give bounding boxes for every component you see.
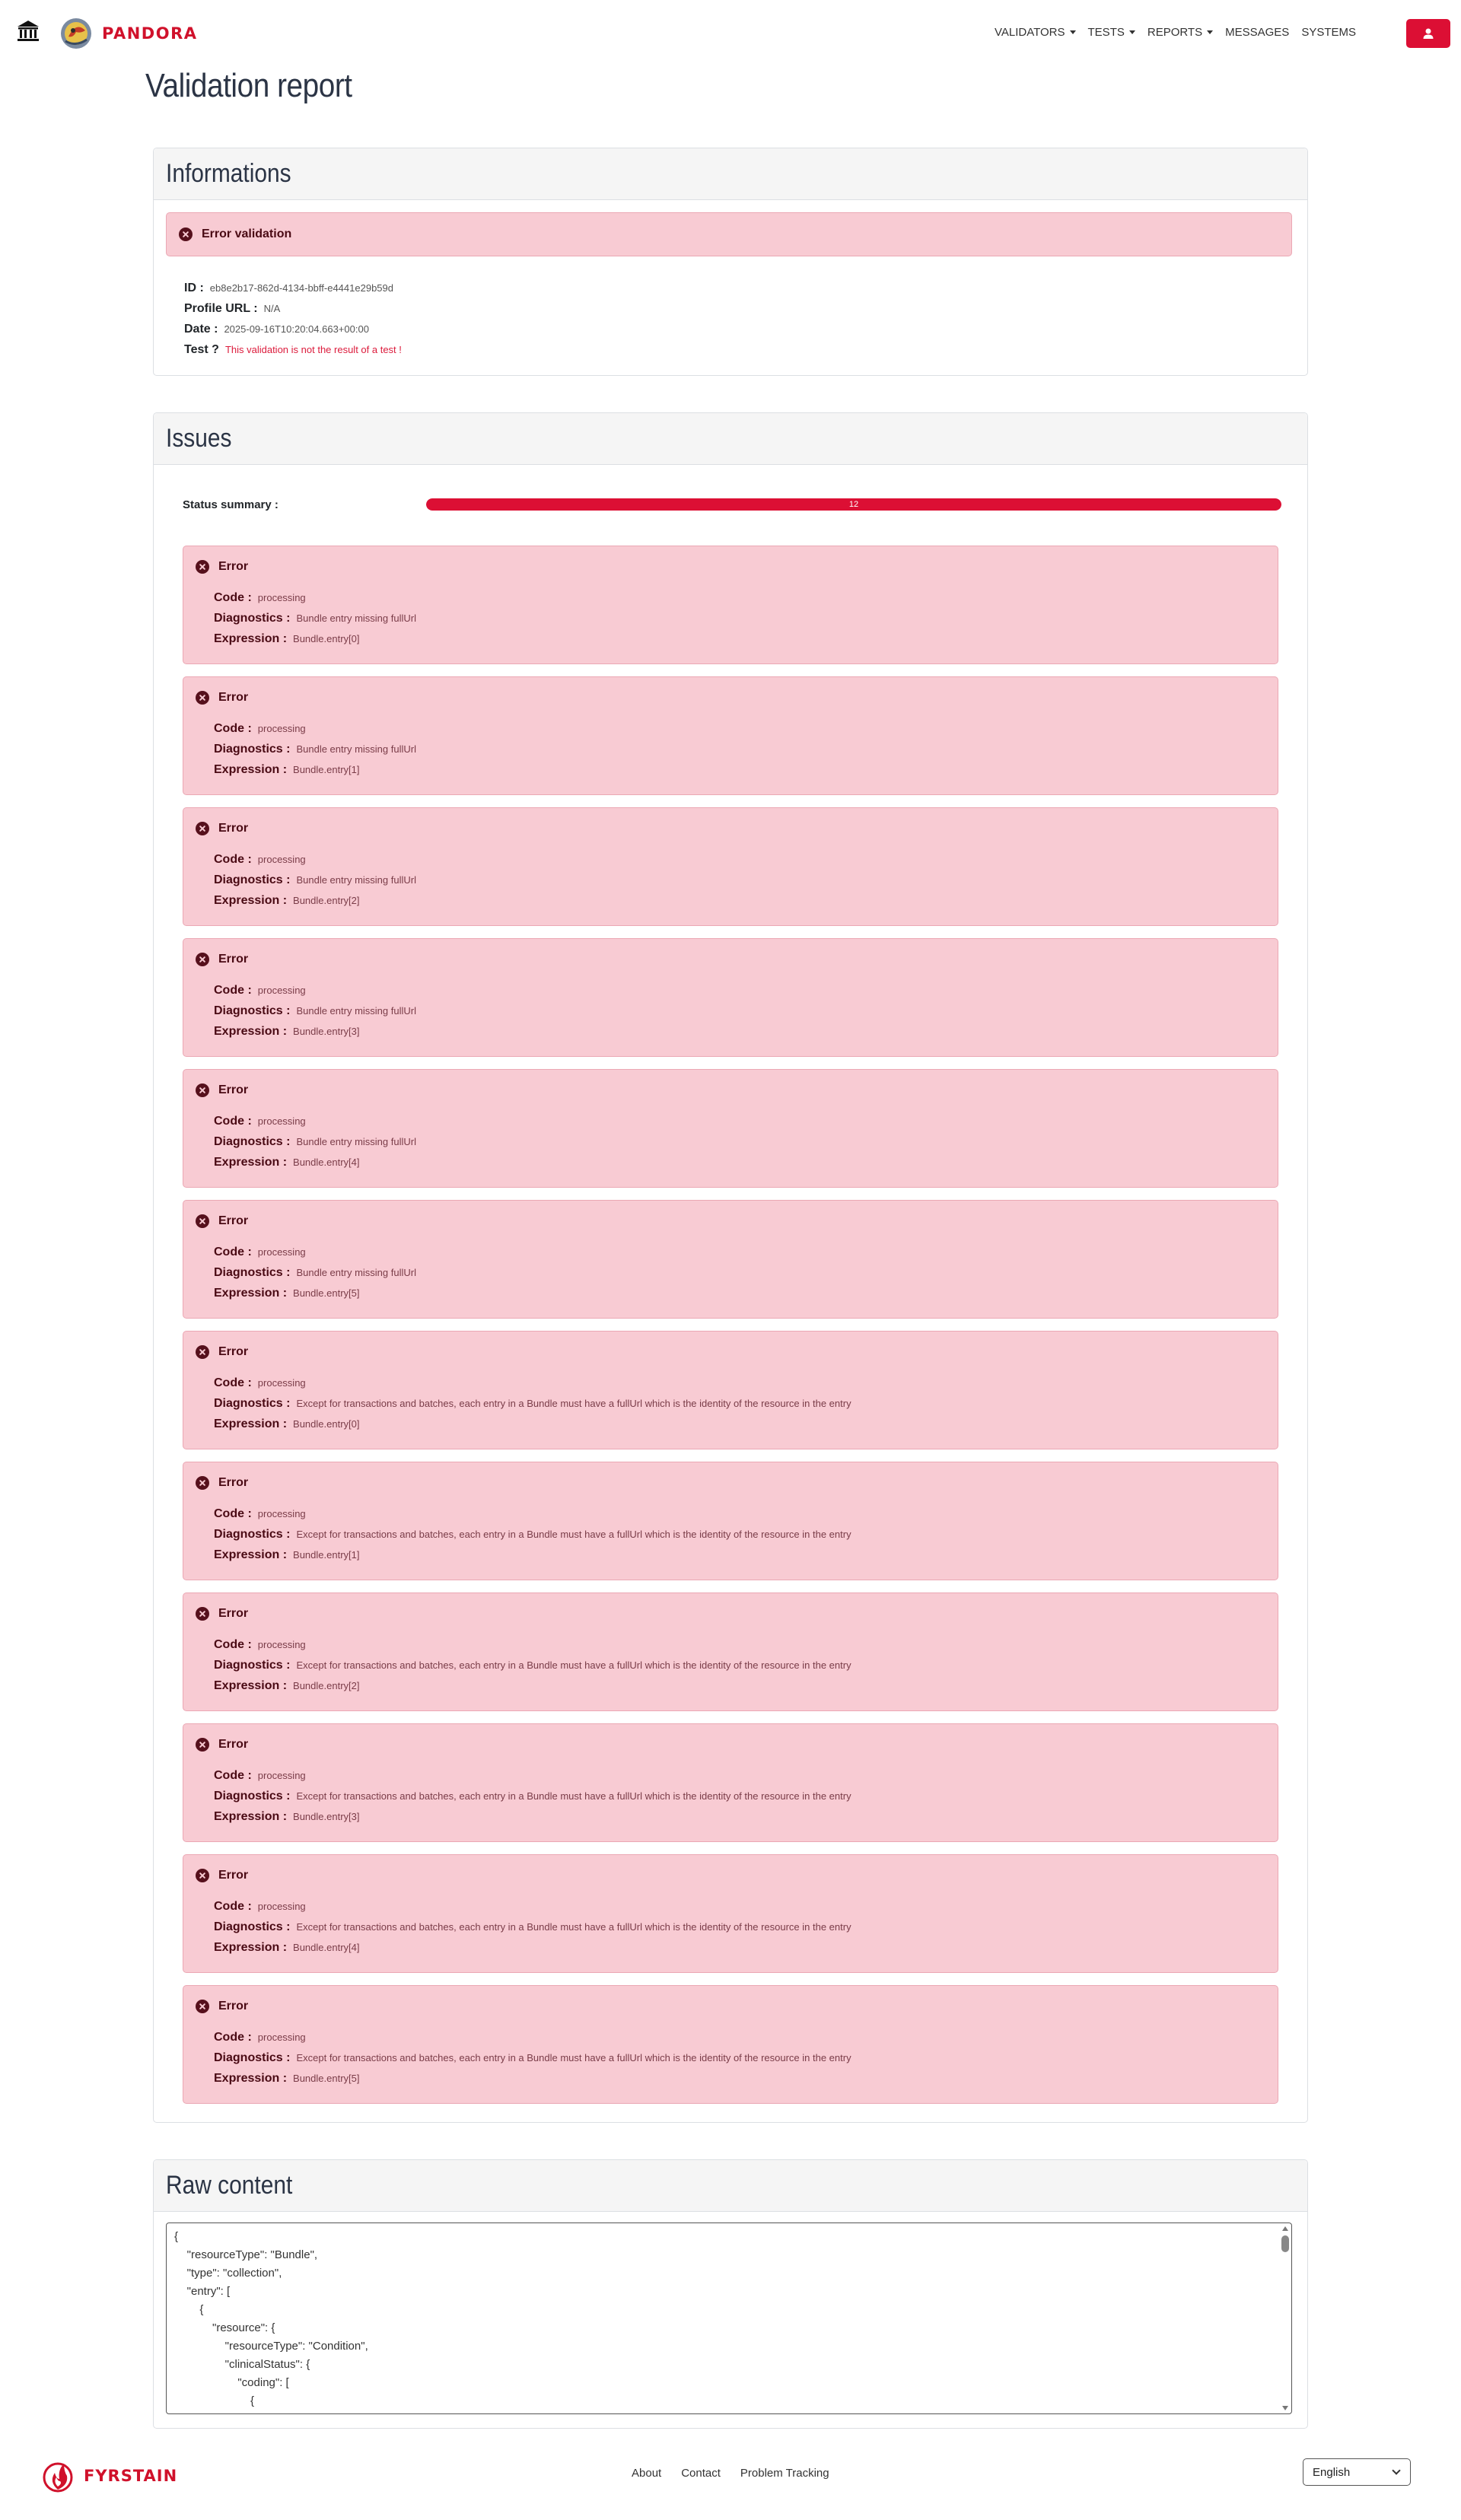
issue-diagnostics-row <box>214 739 416 759</box>
issue-code-row <box>214 1896 851 1917</box>
expression-value: Bundle.entry[3] <box>293 1811 360 1822</box>
nav-tests[interactable] <box>1082 26 1141 39</box>
diagnostics-value: Bundle entry missing fullUrl <box>296 743 416 755</box>
diagnostics-value: Except for transactions and batches, each entry in a Bundle must have a fullUrl which is the identity of the resource in the entry <box>296 1921 851 1933</box>
user-menu-button[interactable] <box>1406 19 1450 48</box>
issue-header <box>196 1869 248 1882</box>
code-value: processing <box>257 1115 306 1127</box>
diagnostics-value: Bundle entry missing fullUrl <box>296 1136 416 1147</box>
issues-card <box>153 412 1308 2123</box>
issue-diagnostics-row <box>214 1786 851 1806</box>
raw-content-header <box>154 2160 1307 2212</box>
issue-details <box>214 1765 851 1827</box>
footer-link-contact[interactable]: Contact <box>681 2467 721 2480</box>
footer-links <box>632 2467 829 2480</box>
issue-card <box>183 676 1278 795</box>
issue-header <box>196 2000 248 2013</box>
error-circle-icon <box>196 1607 209 1621</box>
issue-header <box>196 1476 248 1490</box>
issue-header <box>196 822 248 835</box>
diagnostics-value: Bundle entry missing fullUrl <box>296 612 416 624</box>
expression-value: Bundle.entry[1] <box>293 1549 360 1561</box>
issue-card <box>183 1200 1278 1319</box>
status-summary <box>183 497 1278 515</box>
code-value: processing <box>257 1639 306 1650</box>
main-menu <box>988 26 1362 39</box>
code-label: Code : <box>214 721 252 735</box>
status-progress-fill <box>426 498 1281 511</box>
diagnostics-label: Diagnostics : <box>214 1396 291 1410</box>
test-value: This validation is not the result of a test ! <box>224 344 402 355</box>
chevron-down-icon <box>1392 2466 1400 2474</box>
caret-down-icon <box>1129 30 1135 34</box>
issue-severity: Error <box>218 1083 249 1096</box>
expression-value: Bundle.entry[0] <box>293 1418 360 1430</box>
issue-card <box>183 807 1278 926</box>
issue-code-row <box>214 2027 851 2048</box>
diagnostics-value: Except for transactions and batches, each entry in a Bundle must have a fullUrl which is the identity of the resource in the entry <box>296 1529 851 1540</box>
error-circle-icon <box>196 2000 209 2013</box>
error-circle-icon <box>196 1345 209 1359</box>
info-date-row <box>184 319 402 339</box>
informations-title: Informations <box>166 159 291 188</box>
diagnostics-label: Diagnostics : <box>214 2051 291 2064</box>
issue-code-row <box>214 849 416 870</box>
expression-label: Expression : <box>214 1678 288 1692</box>
issue-expression-row <box>214 1021 416 1042</box>
issue-severity: Error <box>218 560 249 573</box>
expression-label: Expression : <box>214 1809 288 1823</box>
status-progress-bar <box>426 498 1281 511</box>
diagnostics-value: Bundle entry missing fullUrl <box>296 874 416 886</box>
informations-header <box>154 148 1307 200</box>
issue-expression-row <box>214 1675 851 1696</box>
expression-label: Expression : <box>214 893 288 907</box>
expression-value: Bundle.entry[4] <box>293 1157 360 1168</box>
code-value: processing <box>257 1770 306 1781</box>
raw-content-textarea[interactable] <box>166 2222 1292 2414</box>
error-circle-icon <box>196 822 209 835</box>
issue-expression-row <box>214 1283 416 1303</box>
issue-diagnostics-row <box>214 1001 416 1021</box>
diagnostics-label: Diagnostics : <box>214 1004 291 1017</box>
caret-down-icon <box>1207 30 1213 34</box>
issue-expression-row <box>214 1414 851 1434</box>
issues-header <box>154 413 1307 465</box>
code-label: Code : <box>214 2030 252 2044</box>
diagnostics-value: Bundle entry missing fullUrl <box>296 1267 416 1278</box>
issue-severity: Error <box>218 1476 249 1489</box>
issue-header <box>196 1607 248 1621</box>
expression-label: Expression : <box>214 1940 288 1954</box>
navbar <box>0 0 1461 67</box>
expression-value: Bundle.entry[5] <box>293 2073 360 2084</box>
scroll-down-arrow-icon[interactable] <box>1282 2406 1288 2410</box>
language-selected-value: English <box>1313 2465 1351 2479</box>
expression-value: Bundle.entry[5] <box>293 1287 360 1299</box>
raw-content-line: "resourceType": "Bundle", <box>174 2248 318 2261</box>
error-validation-alert <box>166 212 1292 256</box>
code-value: processing <box>257 985 306 996</box>
issue-card <box>183 1069 1278 1188</box>
issue-card <box>183 1985 1278 2104</box>
issue-diagnostics-row <box>214 1655 851 1675</box>
bank-icon[interactable] <box>15 18 41 44</box>
issue-card <box>183 938 1278 1057</box>
expression-value: Bundle.entry[1] <box>293 764 360 775</box>
code-label: Code : <box>214 1768 252 1782</box>
expression-value: Bundle.entry[2] <box>293 895 360 906</box>
diagnostics-value: Except for transactions and batches, each entry in a Bundle must have a fullUrl which is the identity of the resource in the entry <box>296 2052 851 2063</box>
raw-content-code <box>174 2228 368 2410</box>
issue-details <box>214 1503 851 1565</box>
code-label: Code : <box>214 590 252 604</box>
code-value: processing <box>257 1508 306 1519</box>
issue-expression-row <box>214 1545 851 1565</box>
pandora-logo-icon <box>58 14 97 53</box>
raw-content-line: "resource": { <box>174 2321 275 2334</box>
error-circle-icon <box>196 691 209 705</box>
nav-reports-label: REPORTS <box>1147 26 1203 39</box>
issue-severity: Error <box>218 1607 249 1620</box>
issue-details <box>214 1896 851 1958</box>
issue-diagnostics-row <box>214 1131 416 1152</box>
caret-down-icon <box>1070 30 1076 34</box>
language-select[interactable] <box>1303 2458 1411 2486</box>
expression-label: Expression : <box>214 1155 288 1169</box>
issue-header <box>196 1345 248 1359</box>
issue-code-row <box>214 1634 851 1655</box>
issue-header <box>196 953 248 966</box>
issue-header <box>196 1214 248 1228</box>
expression-value: Bundle.entry[2] <box>293 1680 360 1691</box>
scroll-up-arrow-icon[interactable] <box>1282 2226 1288 2231</box>
info-profile-row <box>184 298 402 319</box>
raw-content-line: "type": "collection", <box>174 2267 282 2280</box>
issue-expression-row <box>214 1152 416 1172</box>
info-id-row <box>184 278 402 298</box>
code-value: processing <box>257 1901 306 1912</box>
issue-severity: Error <box>218 691 249 704</box>
issue-severity: Error <box>218 1345 249 1358</box>
scrollbar[interactable] <box>1281 2225 1290 2412</box>
issue-header <box>196 1083 248 1097</box>
profile-url-label: Profile URL : <box>184 301 258 315</box>
info-test-row <box>184 339 402 360</box>
expression-label: Expression : <box>214 1024 288 1038</box>
page-title: Validation report <box>145 67 352 104</box>
nav-systems-label: SYSTEMS <box>1301 26 1356 39</box>
issue-code-row <box>214 718 416 739</box>
info-details <box>184 278 402 360</box>
diagnostics-label: Diagnostics : <box>214 873 291 886</box>
status-count: 12 <box>848 500 859 509</box>
footer-brand-name: FYRSTAIN <box>84 2467 178 2485</box>
issue-card <box>183 1462 1278 1580</box>
expression-label: Expression : <box>214 1548 288 1561</box>
brand-name: PANDORA <box>102 24 198 43</box>
issue-card <box>183 1331 1278 1449</box>
diagnostics-label: Diagnostics : <box>214 1527 291 1541</box>
expression-label: Expression : <box>214 1417 288 1430</box>
raw-content-line: "coding": [ <box>174 2376 289 2389</box>
nav-tests-label: TESTS <box>1087 26 1125 39</box>
issue-severity: Error <box>218 953 249 966</box>
issue-severity: Error <box>218 2000 249 2013</box>
diagnostics-value: Except for transactions and batches, each entry in a Bundle must have a fullUrl which is the identity of the resource in the entry <box>296 1659 851 1671</box>
error-circle-icon <box>179 228 193 241</box>
error-circle-icon <box>196 1083 209 1097</box>
error-circle-icon <box>196 953 209 966</box>
issue-details <box>214 1111 416 1172</box>
issue-card <box>183 1854 1278 1973</box>
issue-details <box>214 2027 851 2089</box>
code-label: Code : <box>214 852 252 866</box>
code-label: Code : <box>214 983 252 997</box>
issue-severity: Error <box>218 1738 249 1751</box>
error-circle-icon <box>196 560 209 574</box>
issue-severity: Error <box>218 822 249 835</box>
nav-validators[interactable] <box>988 26 1082 39</box>
expression-value: Bundle.entry[0] <box>293 633 360 644</box>
diagnostics-label: Diagnostics : <box>214 1920 291 1933</box>
issue-header <box>196 691 248 705</box>
id-value: eb8e2b17-862d-4134-bbff-e4441e29b59d <box>209 282 393 294</box>
scroll-thumb[interactable] <box>1281 2235 1289 2252</box>
diagnostics-label: Diagnostics : <box>214 1658 291 1672</box>
raw-content-title: Raw content <box>166 2171 293 2200</box>
expression-label: Expression : <box>214 762 288 776</box>
code-value: processing <box>257 1246 306 1258</box>
expression-label: Expression : <box>214 1286 288 1300</box>
issue-expression-row <box>214 1806 851 1827</box>
raw-content-line: "clinicalStatus": { <box>174 2358 310 2371</box>
code-label: Code : <box>214 1245 252 1258</box>
issue-card <box>183 1592 1278 1711</box>
issue-details <box>214 1373 851 1434</box>
diagnostics-label: Diagnostics : <box>214 1789 291 1803</box>
issue-code-row <box>214 1111 416 1131</box>
diagnostics-label: Diagnostics : <box>214 1134 291 1148</box>
footer-logo[interactable] <box>41 2456 177 2496</box>
issue-header <box>196 1738 248 1752</box>
code-value: processing <box>257 1377 306 1389</box>
issue-diagnostics-row <box>214 870 416 890</box>
code-label: Code : <box>214 1899 252 1913</box>
issue-card <box>183 1723 1278 1842</box>
expression-value: Bundle.entry[4] <box>293 1942 360 1953</box>
code-label: Code : <box>214 1376 252 1389</box>
issue-expression-row <box>214 2068 851 2089</box>
error-circle-icon <box>196 1869 209 1882</box>
code-value: processing <box>257 854 306 865</box>
test-label: Test ? <box>184 342 219 356</box>
nav-messages[interactable] <box>1219 26 1295 39</box>
error-circle-icon <box>196 1738 209 1752</box>
raw-content-line: "resourceType": "Condition", <box>174 2340 368 2353</box>
fyrstain-logo-icon <box>41 2456 78 2496</box>
issue-details <box>214 718 416 780</box>
diagnostics-label: Diagnostics : <box>214 611 291 625</box>
code-value: processing <box>257 592 306 603</box>
raw-content-line: { <box>174 2230 179 2243</box>
issue-expression-row <box>214 759 416 780</box>
diagnostics-value: Except for transactions and batches, each entry in a Bundle must have a fullUrl which is the identity of the resource in the entry <box>296 1790 851 1802</box>
footer-link-problem-tracking[interactable]: Problem Tracking <box>740 2467 829 2480</box>
issue-diagnostics-row <box>214 608 416 628</box>
issues-title: Issues <box>166 424 232 453</box>
issue-code-row <box>214 980 416 1001</box>
expression-label: Expression : <box>214 2071 288 2085</box>
issue-details <box>214 1242 416 1303</box>
issue-code-row <box>214 1242 416 1262</box>
issue-severity: Error <box>218 1214 249 1227</box>
code-value: processing <box>257 2032 306 2043</box>
status-summary-label: Status summary : <box>183 498 279 511</box>
brand-logo-link[interactable] <box>58 14 198 53</box>
profile-url-value: N/A <box>263 303 281 314</box>
issue-card <box>183 546 1278 664</box>
diagnostics-label: Diagnostics : <box>214 742 291 756</box>
issue-diagnostics-row <box>214 1917 851 1937</box>
date-value: 2025-09-16T10:20:04.663+00:00 <box>224 323 369 335</box>
raw-content-line: "entry": [ <box>174 2285 231 2298</box>
nav-messages-label: MESSAGES <box>1225 26 1290 39</box>
issue-code-row <box>214 1503 851 1524</box>
issue-diagnostics-row <box>214 1524 851 1545</box>
diagnostics-label: Diagnostics : <box>214 1265 291 1279</box>
error-circle-icon <box>196 1476 209 1490</box>
id-label: ID : <box>184 281 204 294</box>
issue-diagnostics-row <box>214 2048 851 2068</box>
raw-content-line: { <box>174 2303 204 2316</box>
expression-value: Bundle.entry[3] <box>293 1026 360 1037</box>
nav-validators-label: VALIDATORS <box>994 26 1065 39</box>
code-label: Code : <box>214 1114 252 1128</box>
issue-diagnostics-row <box>214 1393 851 1414</box>
issue-code-row <box>214 1765 851 1786</box>
code-label: Code : <box>214 1507 252 1520</box>
user-icon <box>1422 27 1434 40</box>
informations-card <box>153 148 1308 376</box>
issue-severity: Error <box>218 1869 249 1882</box>
code-value: processing <box>257 723 306 734</box>
raw-content-line: { <box>174 2394 255 2407</box>
issue-expression-row <box>214 890 416 911</box>
issue-expression-row <box>214 1937 851 1958</box>
nav-systems[interactable] <box>1295 26 1362 39</box>
issue-details <box>214 980 416 1042</box>
issue-header <box>196 560 248 574</box>
issue-code-row <box>214 1373 851 1393</box>
nav-reports[interactable] <box>1141 26 1219 39</box>
diagnostics-value: Bundle entry missing fullUrl <box>296 1005 416 1017</box>
issue-diagnostics-row <box>214 1262 416 1283</box>
issue-details <box>214 1634 851 1696</box>
expression-label: Expression : <box>214 632 288 645</box>
issue-details <box>214 849 416 911</box>
raw-content-card <box>153 2159 1308 2429</box>
issue-code-row <box>214 587 416 608</box>
issue-details <box>214 587 416 649</box>
code-label: Code : <box>214 1637 252 1651</box>
alert-text: Error validation <box>202 228 292 240</box>
footer-link-about[interactable]: About <box>632 2467 662 2480</box>
diagnostics-value: Except for transactions and batches, each entry in a Bundle must have a fullUrl which is the identity of the resource in the entry <box>296 1398 851 1409</box>
issue-expression-row <box>214 628 416 649</box>
date-label: Date : <box>184 322 218 336</box>
error-circle-icon <box>196 1214 209 1228</box>
